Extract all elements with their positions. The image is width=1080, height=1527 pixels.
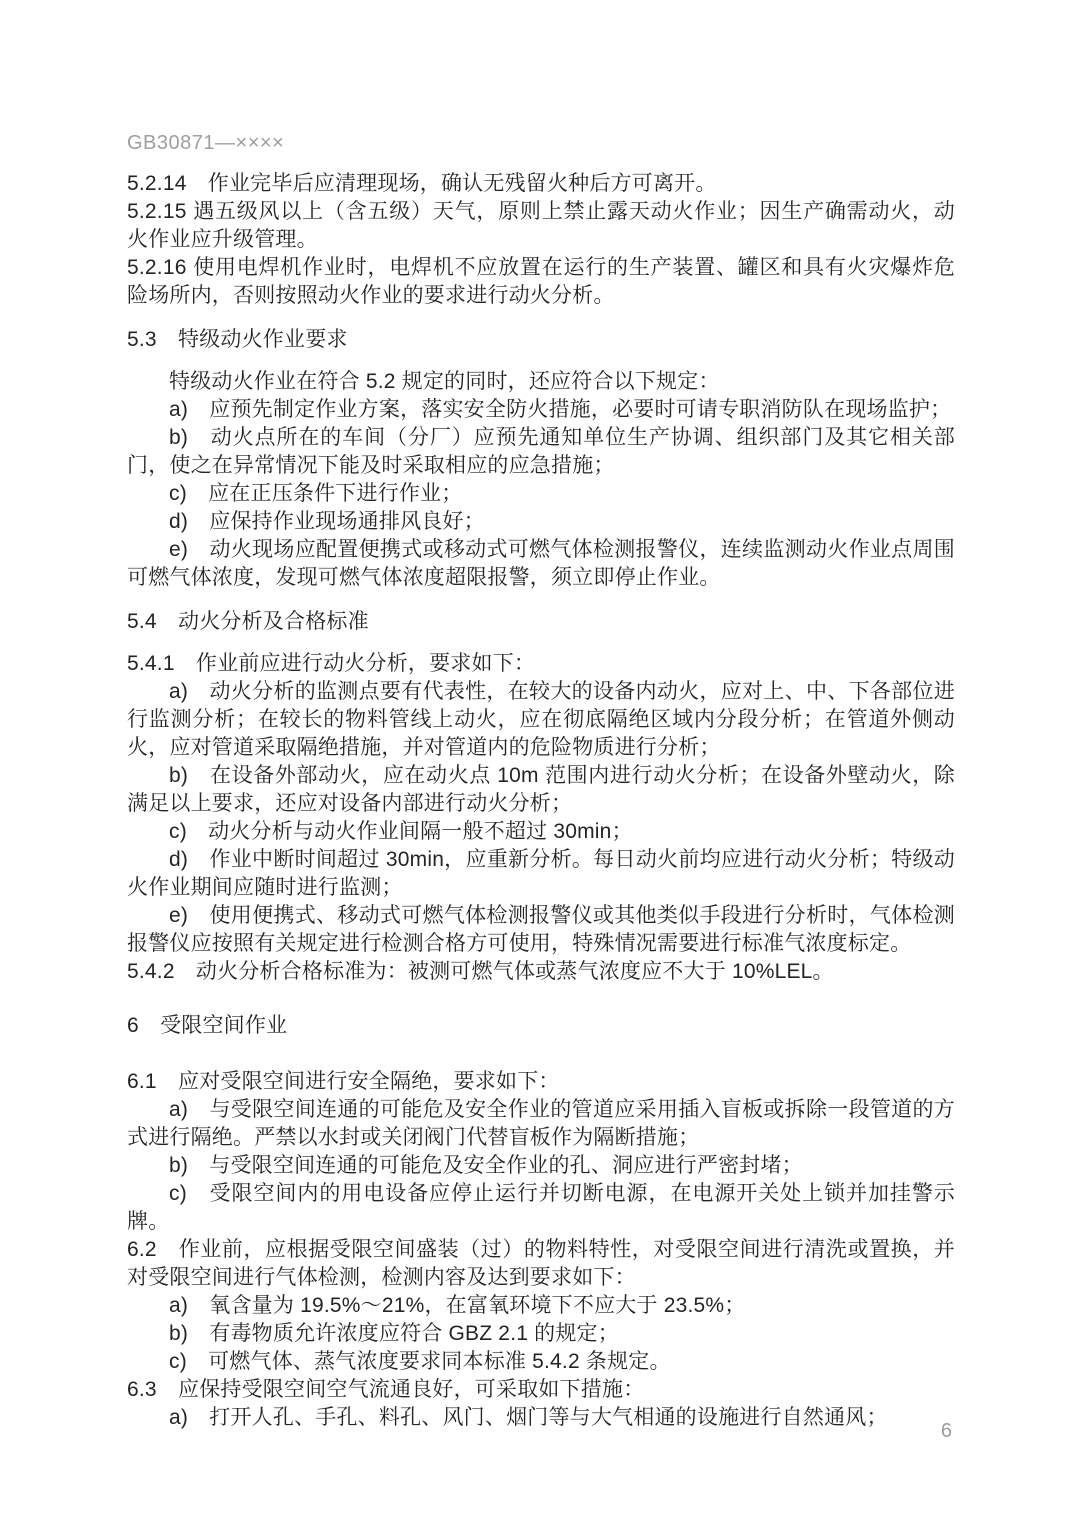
item-5-4-1-b: b) 在设备外部动火，应在动火点 10m 范围内进行动火分析；在设备外壁动火，除满足以上要求，还应对设备内部进行动火分析； (127, 764, 955, 815)
heading-5-3: 5.3 特级动火作业要求 (127, 328, 348, 351)
item-5-4-1-c: c) 动火分析与动火作业间隔一般不超过 30min； (169, 820, 633, 843)
item-6-3-a: a) 打开人孔、手孔、料孔、风门、烟门等与大气相通的设施进行自然通风； (169, 1406, 888, 1429)
item-6-2-c: c) 可燃气体、蒸气浓度要求同本标准 5.4.2 条规定。 (169, 1350, 671, 1373)
heading-6: 6 受限空间作业 (127, 1014, 288, 1037)
para-5-3-intro: 特级动火作业在符合 5.2 规定的同时，还应符合以下规定： (169, 370, 720, 393)
heading-5-4: 5.4 动火分析及合格标准 (127, 610, 369, 633)
item-6-1-b: b) 与受限空间连通的可能危及安全作业的孔、洞应进行严密封堵； (169, 1154, 803, 1177)
doc-body (127, 170, 955, 1432)
clause-5-2-15: 5.2.15 遇五级风以上（含五级）天气，原则上禁止露天动火作业；因生产确需动火，动火作业应升级管理。 (127, 200, 955, 251)
item-5-4-1-d: d) 作业中断时间超过 30min，应重新分析。每日动火前均应进行动火分析；特级动火作业期间应随时进行监测； (127, 848, 955, 899)
clause-5-2-16: 5.2.16 使用电焊机作业时，电焊机不应放置在运行的生产装置、罐区和具有火灾爆炸危险场所内，否则按照动火作业的要求进行动火分析。 (127, 256, 955, 307)
clause-5-2-14: 5.2.14 作业完毕后应清理现场，确认无残留火种后方可离开。 (127, 172, 717, 195)
item-6-1-c: c) 受限空间内的用电设备应停止运行并切断电源，在电源开关处上锁并加挂警示牌。 (127, 1182, 955, 1233)
item-5-3-d: d) 应保持作业现场通排风良好； (169, 510, 485, 533)
clause-5-4-2: 5.4.2 动火分析合格标准为：被测可燃气体或蒸气浓度应不大于 10%LEL。 (127, 960, 834, 983)
clause-6-1: 6.1 应对受限空间进行安全隔绝，要求如下： (127, 1070, 560, 1093)
doc-header-code: GB30871—×××× (127, 132, 285, 154)
item-5-3-b: b) 动火点所在的车间（分厂）应预先通知单位生产协调、组织部门及其它相关部门，使之在异常情况下能及时采取相应的应急措施； (127, 426, 955, 477)
item-5-3-a: a) 应预先制定作业方案，落实安全防火措施，必要时可请专职消防队在现场监护； (169, 398, 952, 421)
item-6-2-b: b) 有毒物质允许浓度应符合 GBZ 2.1 的规定； (169, 1322, 619, 1345)
clause-6-2: 6.2 作业前，应根据受限空间盛装（过）的物料特性，对受限空间进行清洗或置换，并对受限空间进行气体检测，检测内容及达到要求如下： (127, 1238, 955, 1289)
item-5-3-e: e) 动火现场应配置便携式或移动式可燃气体检测报警仪，连续监测动火作业点周围可燃气体浓度，发现可燃气体浓度超限报警，须立即停止作业。 (127, 538, 955, 589)
item-6-1-a: a) 与受限空间连通的可能危及安全作业的管道应采用插入盲板或拆除一段管道的方式进行隔绝。严禁以水封或关闭阀门代替盲板作为隔断措施； (127, 1098, 955, 1149)
item-5-3-c: c) 应在正压条件下进行作业； (169, 482, 463, 505)
item-5-4-1-a: a) 动火分析的监测点要有代表性，在较大的设备内动火，应对上、中、下各部位进行监测分析；在较长的物料管线上动火，应在彻底隔绝区域内分段分析；在管道外侧动火，应对管道采取隔绝措施，并对管道内的危险物质进行分析； (127, 680, 955, 759)
clause-5-4-1: 5.4.1 作业前应进行动火分析，要求如下： (127, 652, 536, 675)
item-6-2-a: a) 氧含量为 19.5%～21%，在富氧环境下不应大于 23.5%； (169, 1294, 746, 1317)
page-number: 6 (940, 1420, 952, 1442)
item-5-4-1-e: e) 使用便携式、移动式可燃气体检测报警仪或其他类似手段进行分析时，气体检测报警仪应按照有关规定进行检测合格方可使用，特殊情况需要进行标准气浓度标定。 (127, 904, 955, 955)
clause-6-3: 6.3 应保持受限空间空气流通良好，可采取如下措施： (127, 1378, 645, 1401)
